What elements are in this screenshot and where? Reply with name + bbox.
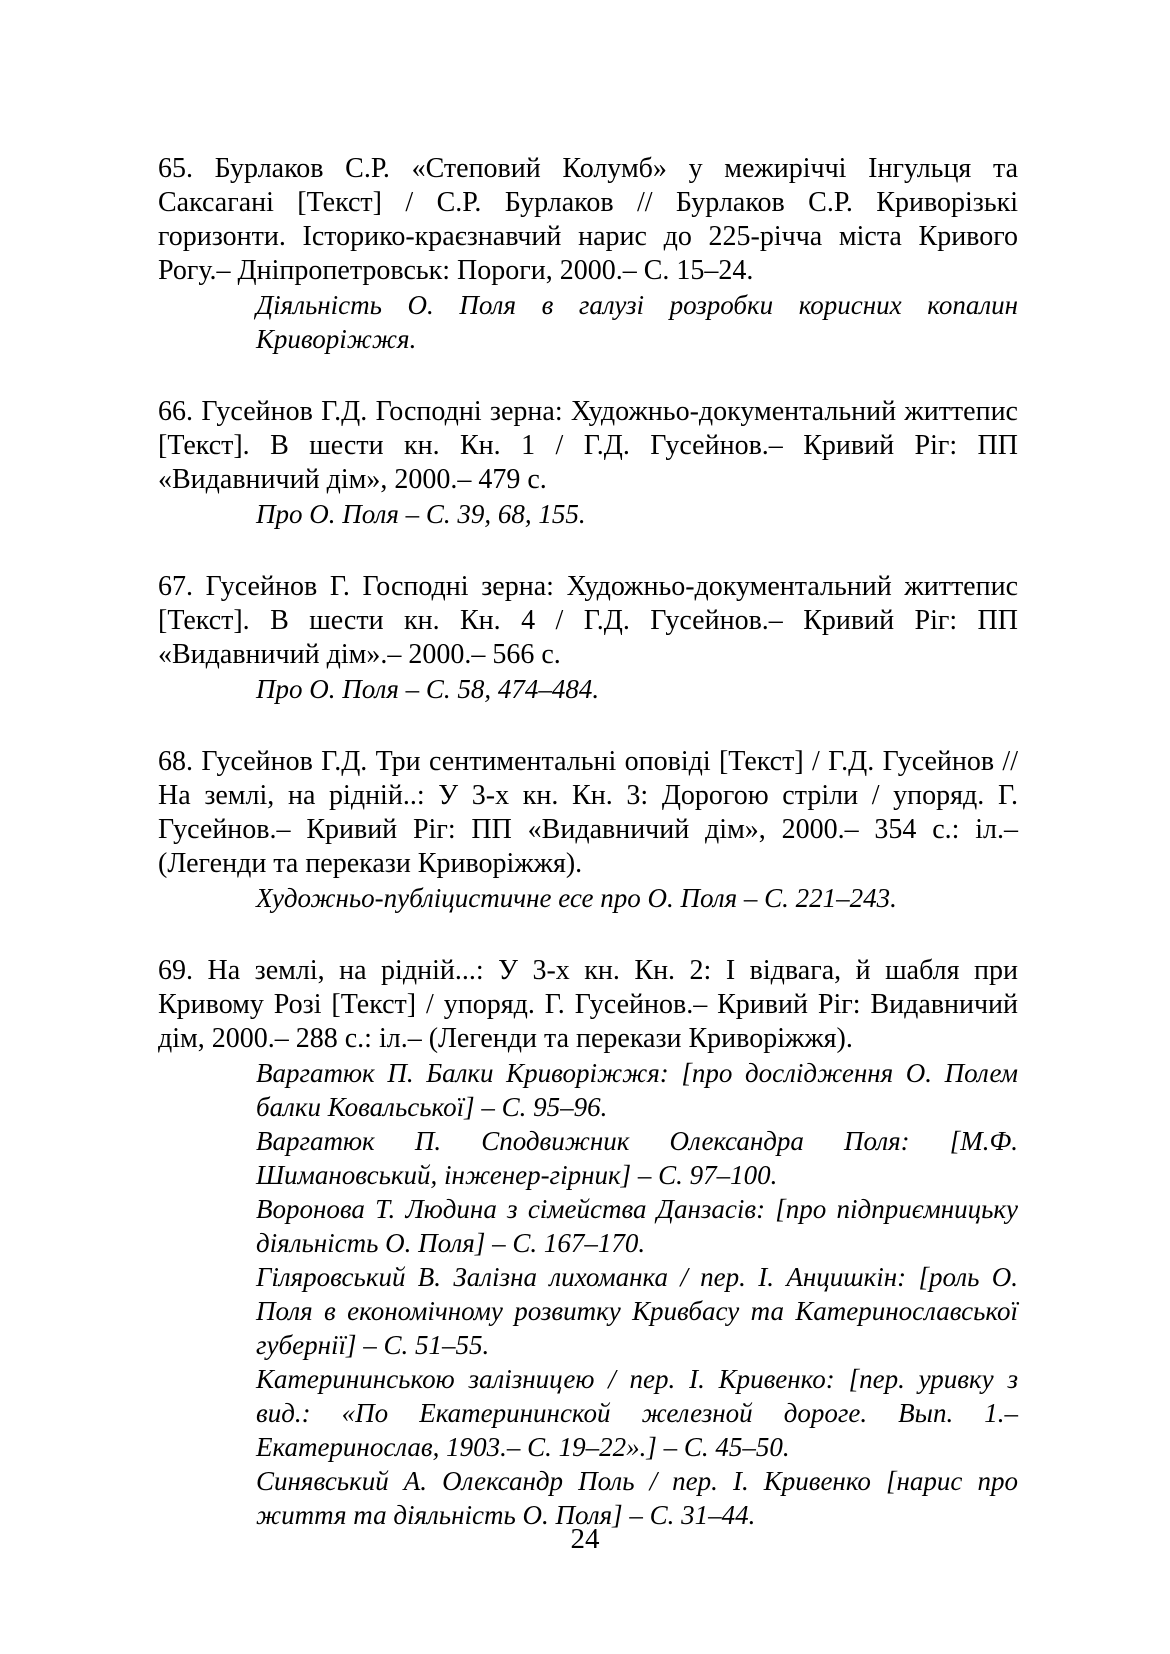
entry-citation: 66. Гусейнов Г.Д. Господні зерна: Художньо-документальний життепис [Текст]. В шести кн. Кн. 1 / Г.Д. Гусейнов.– Кривий Ріг: ПП «Видавничий дім», 2000.– 479 с. bbox=[158, 396, 1018, 495]
page-number: 24 bbox=[570, 1523, 600, 1555]
entry-annotation: Воронова Т. Людина з сімейства Данзасів: [про підприємницьку діяльність О. Поля] – С. 167–170. bbox=[256, 1194, 1018, 1258]
bibliography-entry-65 bbox=[158, 152, 1018, 356]
entry-citation: 69. На землі, на рідній...: У 3-х кн. Кн. 2: І відвага, й шабля при Кривому Розі [Текст] / упоряд. Г. Гусейнов.– Кривий Ріг: Видавничий дім, 2000.– 288 с.: іл.– (Легенди та перекази Криворіжжя). bbox=[158, 955, 1018, 1054]
bibliography-list bbox=[158, 152, 1018, 1571]
entry-annotation: Варгатюк П. Балки Криворіжжя: [про дослідження О. Полем балки Ковальської] – С. 95–96. bbox=[256, 1058, 1018, 1122]
entry-annotation: Художньо-публіцистичне есе про О. Поля – С. 221–243. bbox=[256, 883, 897, 913]
bibliography-entry-67 bbox=[158, 570, 1018, 706]
bibliography-entry-68 bbox=[158, 745, 1018, 915]
entry-annotation: Синявський А. Олександр Поль / пер. І. Кривенко [нарис про життя та діяльність О. Поля] – С. 31–44. bbox=[256, 1466, 1018, 1530]
entry-annotation: Гіляровський В. Залізна лихоманка / пер. І. Анцишкін: [роль О. Поля в економічному розвитку Кривбасу та Катеринославської губернії] – С. 51–55. bbox=[256, 1262, 1018, 1360]
entry-citation: 68. Гусейнов Г.Д. Три сентиментальні оповіді [Текст] / Г.Д. Гусейнов // На землі, на рідній..: У 3-х кн. Кн. 3: Дорогою стріли / упоряд. Г. Гусейнов.– Кривий Ріг: ПП «Видавничий дім», 2000.– 354 с.: іл.– (Легенди та перекази Криворіжжя). bbox=[158, 746, 1018, 879]
bibliography-entry-69 bbox=[158, 954, 1018, 1532]
bibliography-entry-66 bbox=[158, 395, 1018, 531]
entry-annotation: Варгатюк П. Сподвижник Олександра Поля: [М.Ф. Шимановський, інженер-гірник] – С. 97–100. bbox=[256, 1126, 1018, 1190]
entry-annotation: Про О. Поля – С. 58, 474–484. bbox=[256, 674, 600, 704]
entry-annotation: Про О. Поля – С. 39, 68, 155. bbox=[256, 499, 586, 529]
entry-citation: 65. Бурлаков С.Р. «Степовий Колумб» у межиріччі Інгульця та Саксагані [Текст] / С.Р. Бурлаков // Бурлаков С.Р. Криворізькі горизонти. Історико-краєзнавчий нарис до 225-річча міста Кривого Рогу.– Дніпропетровськ: Пороги, 2000.– С. 15–24. bbox=[158, 153, 1018, 286]
entry-annotation: Катерининською залізницею / пер. І. Кривенко: [пер. уривку з вид.: «По Екатерининской железной дороге. Вып. 1.– Екатеринослав, 1903.– С. 19–22».] – С. 45–50. bbox=[256, 1364, 1018, 1462]
entry-citation: 67. Гусейнов Г. Господні зерна: Художньо-документальний життепис [Текст]. В шести кн. Кн. 4 / Г.Д. Гусейнов.– Кривий Ріг: ПП «Видавничий дім».– 2000.– 566 с. bbox=[158, 571, 1018, 670]
entry-annotation: Діяльність О. Поля в галузі розробки корисних копалин Криворіжжя. bbox=[256, 290, 1018, 354]
